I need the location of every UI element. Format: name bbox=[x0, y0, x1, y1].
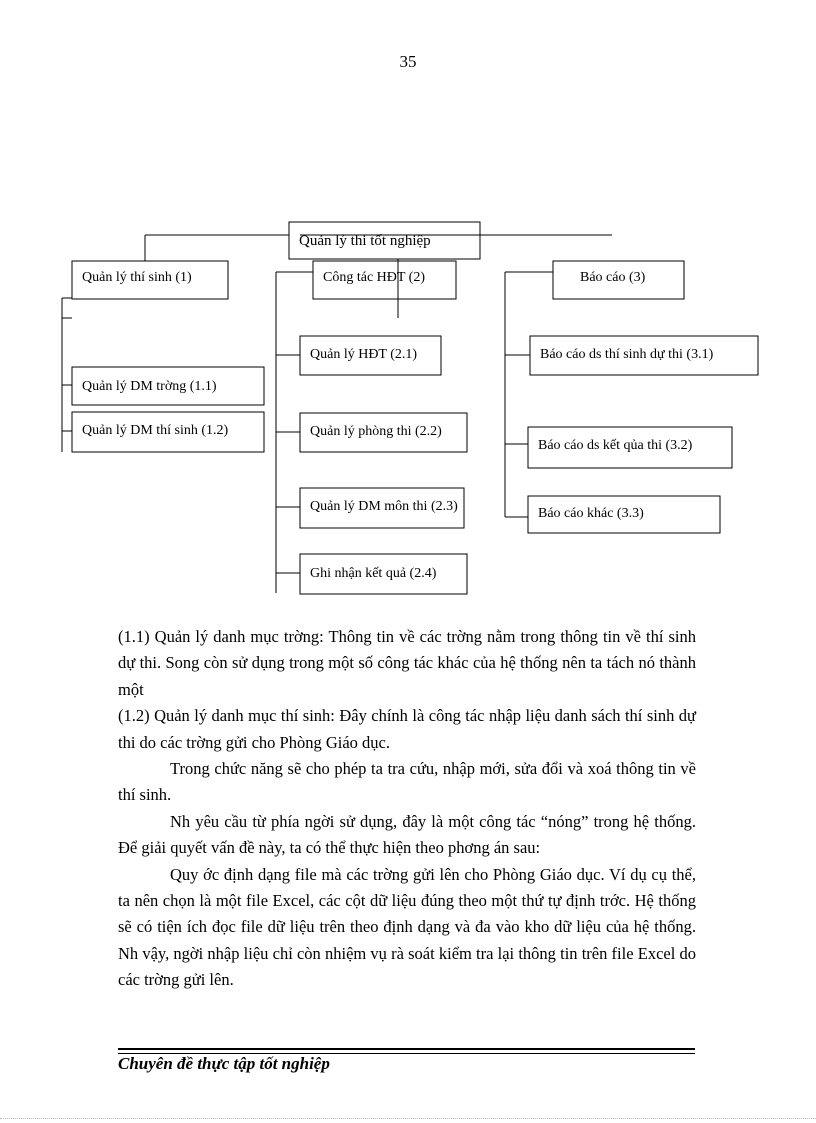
paragraph-1-2: (1.2) Quản lý danh mục thí sinh: Đây chính là công tác nhập liệu danh sách thí sinh dự thi do các trờng gửi cho Phòng Giáo dục. bbox=[118, 706, 696, 752]
footer-rule-thick bbox=[118, 1048, 695, 1050]
child-label: Quản lý DM trờng (1.1) bbox=[82, 379, 217, 394]
branch-node-2 bbox=[313, 261, 456, 299]
child-node-2-1 bbox=[300, 336, 441, 375]
page-edge-dots bbox=[0, 1118, 816, 1119]
child-node-3-2 bbox=[528, 427, 732, 468]
child-label: Quản lý DM môn thi (2.3) bbox=[310, 499, 458, 514]
footer-title: Chuyên đề thực tập tốt nghiệp bbox=[118, 1054, 330, 1073]
child-label: Báo cáo ds thí sinh dự thi (3.1) bbox=[540, 347, 714, 362]
branch-label: Quản lý thí sinh (1) bbox=[82, 270, 192, 285]
paragraph-search: Trong chức năng sẽ cho phép ta tra cứu, nhập mới, sửa đổi và xoá thông tin về thí sinh. bbox=[118, 759, 696, 805]
branch-label: Công tác HĐT (2) bbox=[323, 270, 425, 285]
child-node-3-3 bbox=[528, 496, 720, 533]
paragraph-convention: Quy ớc định dạng file mà các trờng gửi lên cho Phòng Giáo dục. Ví dụ cụ thể, ta nên chọn là một file Excel, các cột dữ liệu đúng theo một thứ tự định trớc. Hệ thống sẽ có tiện ích đọc file dữ liệu trên theo định dạng và đa vào kho dữ liệu của hệ thống. Nh vậy, ngời nhập liệu chỉ còn nhiệm vụ rà soát kiểm tra lại thông tin trên file Excel do các trờng gửi lên. bbox=[118, 864, 696, 990]
child-label: Quản lý phòng thi (2.2) bbox=[310, 424, 442, 439]
branch-node-1 bbox=[72, 261, 228, 299]
paragraph-requirement: Nh yêu cầu từ phía ngời sử dụng, đây là một công tác “nóng” trong hệ thống. Để giải quyết vấn đề này, ta có thể thực hiện theo phơng án sau: bbox=[118, 811, 696, 858]
child-label: Quản lý DM thí sinh (1.2) bbox=[82, 423, 229, 438]
root-label: Quản lý thi tốt nghiệp bbox=[299, 233, 431, 249]
child-node-1-2 bbox=[72, 412, 264, 452]
root-node bbox=[289, 222, 612, 259]
child-node-2-2 bbox=[300, 413, 467, 452]
paragraph-1-1: (1.1) Quản lý danh mục trờng: Thông tin về các trờng nằm trong thông tin về thí sinh dự thi. Song còn sử dụng trong một số công tác khác của hệ thống nên ta tách nó thành một bbox=[118, 627, 696, 699]
child-node-3-1 bbox=[530, 336, 758, 375]
body-text bbox=[118, 624, 696, 994]
page-number: 35 bbox=[399, 52, 417, 71]
child-node-2-4 bbox=[300, 554, 467, 594]
child-label: Quản lý HĐT (2.1) bbox=[310, 347, 418, 362]
child-node-1-1 bbox=[72, 367, 264, 405]
branch-label: Báo cáo (3) bbox=[580, 270, 646, 285]
child-label: Báo cáo khác (3.3) bbox=[538, 506, 644, 521]
child-node-2-3 bbox=[300, 488, 464, 528]
child-label: Ghi nhận kết quả (2.4) bbox=[310, 566, 437, 581]
branch-node-3 bbox=[553, 261, 684, 299]
child-label: Báo cáo ds kết qủa thi (3.2) bbox=[538, 438, 693, 453]
